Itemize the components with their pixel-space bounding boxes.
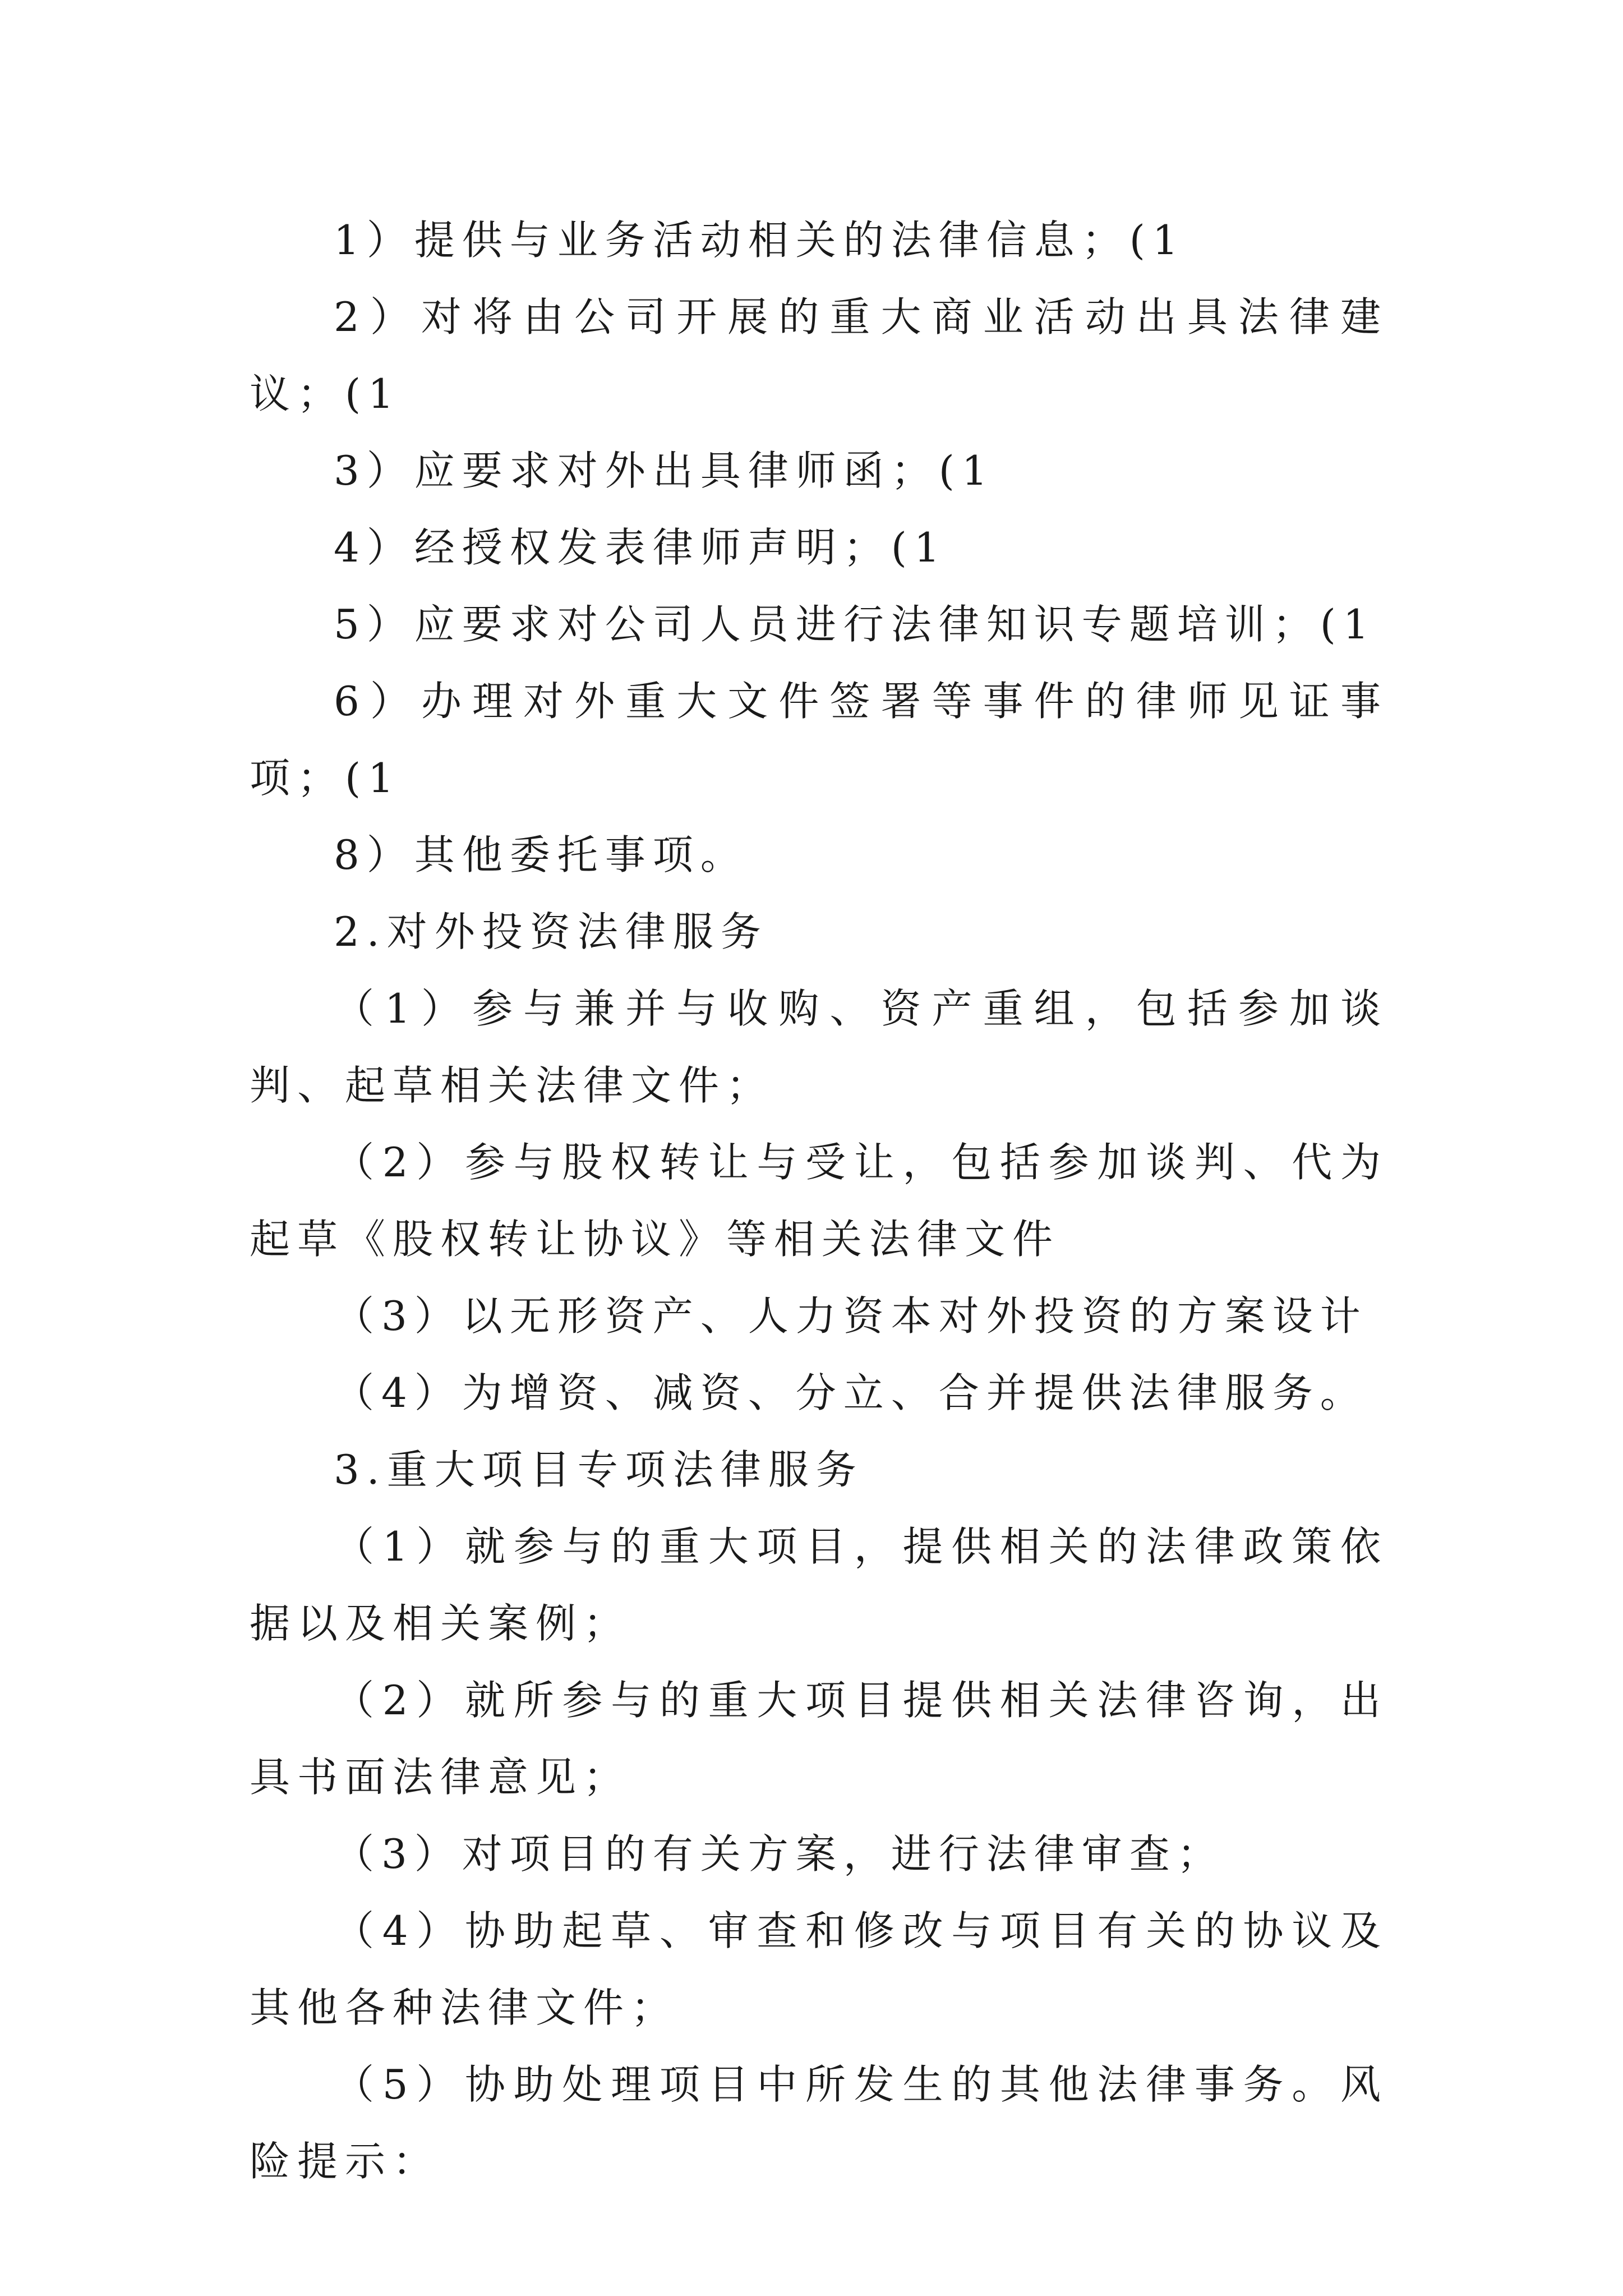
document-body — [250, 202, 1388, 2200]
list-item-2: 2）对将由公司开展的重大商业活动出具法律建议；(1 — [250, 293, 1388, 417]
project-item-5: （5）协助处理项目中所发生的其他法律事务。风险提示： — [250, 2061, 1388, 2185]
investment-item-3: （3）以无形资产、人力资本对外投资的方案设计 — [334, 1292, 1368, 1340]
list-item-8: 8）其他委托事项。 — [334, 831, 748, 878]
investment-item-4: （4）为增资、减资、分立、合并提供法律服务。 — [334, 1369, 1368, 1416]
section-heading-investment: 2.对外投资法律服务 — [334, 908, 768, 955]
project-item-4: （4）协助起草、审查和修改与项目有关的协议及其他各种法律文件； — [250, 1907, 1388, 2031]
list-item-3: 3）应要求对外出具律师函；(1 — [334, 447, 995, 494]
list-item-4: 4）经授权发表律师声明；(1 — [334, 524, 947, 571]
list-item-6: 6）办理对外重大文件签署等事件的律师见证事项；(1 — [250, 678, 1388, 802]
section-heading-projects: 3.重大项目专项法律服务 — [334, 1446, 864, 1493]
list-item-5: 5）应要求对公司人员进行法律知识专题培训；(1 — [334, 601, 1376, 648]
list-item-1: 1）提供与业务活动相关的法律信息；(1 — [334, 217, 1186, 264]
project-item-3: （3）对项目的有关方案，进行法律审查； — [334, 1830, 1225, 1878]
project-item-1: （1）就参与的重大项目，提供相关的法律政策依据以及相关案例； — [250, 1523, 1388, 1647]
investment-item-1: （1）参与兼并与收购、资产重组，包括参加谈判、起草相关法律文件； — [250, 985, 1388, 1109]
project-item-2: （2）就所参与的重大项目提供相关法律咨询，出具书面法律意见； — [250, 1677, 1388, 1801]
investment-item-2: （2）参与股权转让与受让，包括参加谈判、代为起草《股权转让协议》等相关法律文件 — [250, 1139, 1388, 1263]
